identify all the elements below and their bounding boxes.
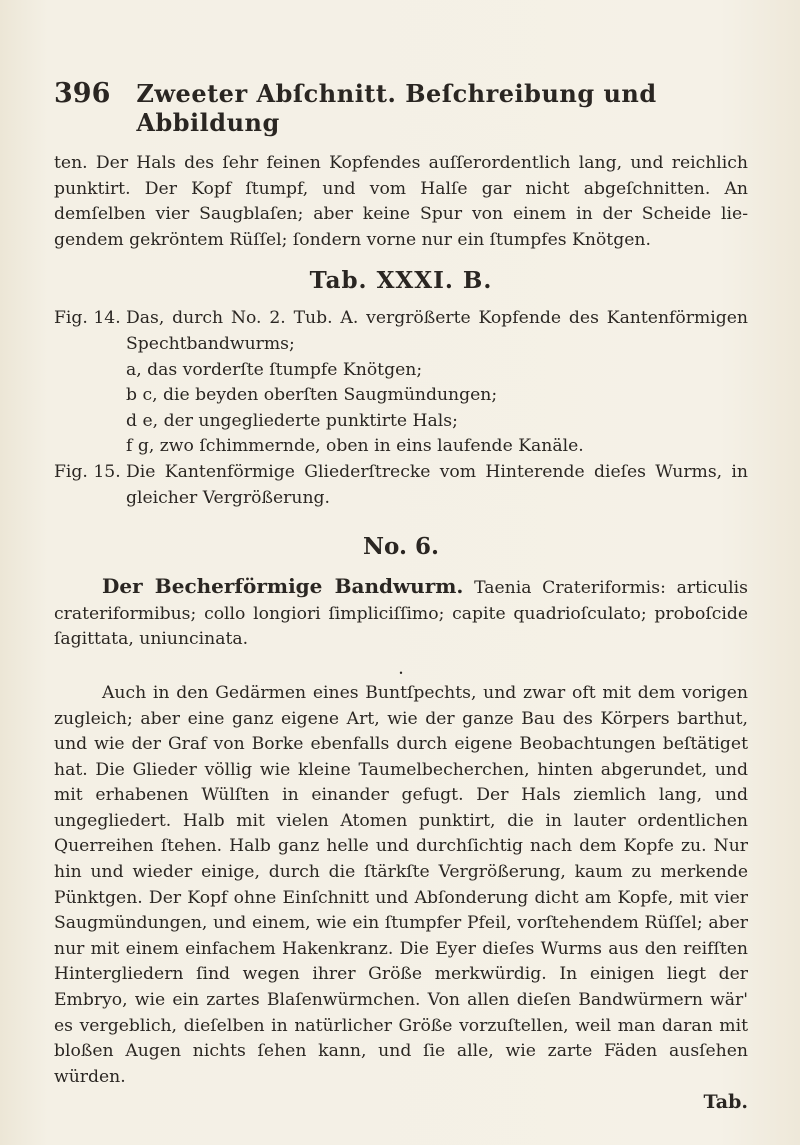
running-head (54, 78, 748, 137)
figure-14-entry (54, 306, 748, 357)
table-heading: Tab. XXXI. B. (309, 267, 493, 295)
species-latin-diagnosis: Taenia Crateriformis: articulis crateriformibus; collo longiori ſimpliciſſimo; capite quadrioſculato; proboſcide ſagittata, uniuncinata. (54, 578, 748, 650)
figure-14-label: Fig. 14. (54, 308, 121, 329)
ornament-mark: • (398, 668, 404, 678)
body-paragraph: Auch in den Gedärmen eines Buntſpechts, und zwar oft mit dem vorigen zugleich; aber eine ganz eigene Art, wie der ganze Bau des Körpers barthut, und wie der Graf von Borke ebenfalls durch eigene Beobachtungen beſtätiget hat. Die Glieder völlig wie kleine Taumelbecherchen, hinten abgerundet, und mit erhabenen Wülſten in einander gefugt. Der Hals ziemlich lang, und ungegliedert. Halb mit vielen Atomen punktirt, die in lauter ordentlichen Querreihen ſtehen. Halb ganz helle und durchſichtig nach dem Kopfe zu. Nur hin und wieder einige, durch die ſtärkſte Vergrößerung, kaum zu merkende Pünktgen. Der Kopf ohne Einſchnitt und Abſonderung dicht am Kopfe, mit vier Saugmündungen, und einem, wie ein ſtumpfer Pfeil, vorſtehendem Rüſſel; aber nur mit einem einfachem Hakenkranz. Die Eyer dieſes Wurms aus den reifſten Hintergliedern ſind wegen ihrer Größe merkwürdig. In einigen liegt der Embryo, wie ein zartes Blaſenwürmchen. Von allen dieſen Bandwürmern wär' es vergeblich, dieſelben in natürlicher Größe vorzuſtellen, weil man daran mit bloßen Augen nichts ſehen kann, und ſie alle, wie zarte Fäden ausſehen würden. (54, 682, 748, 1087)
figure-15-text: Die Kantenförmige Gliederſtrecke vom Hinterende dieſes Wurms, in gleicher Vergrößerung. (126, 461, 748, 508)
figure-14-item: f g, zwo ſchimmernde, oben in eins laufende Kanäle. (126, 436, 584, 457)
figure-14-item: d e, der ungegliederte punktirte Hals; (126, 410, 458, 431)
figure-14-item: b c, die beyden oberſten Saugmündungen; (126, 385, 498, 406)
page-number: 396 (54, 78, 111, 109)
figure-15-entry (54, 460, 748, 511)
figure-15-label: Fig. 15. (54, 461, 121, 482)
running-title: Zweeter Abſchnitt. Beſchreibung und Abbildung (136, 79, 657, 137)
intro-paragraph: ten. Der Hals des ſehr feinen Kopfendes auſſerordentlich lang, und reichlich punktirt. Der Kopf ſtumpf, und vom Halſe gar nicht abgeſchnitten. An demſelben vier Saugblaſen; aber keine Spur von einem in der Scheide liegendem gekröntem Rüſſel; ſondern vorne nur ein ſtumpfes Knötgen. (54, 153, 748, 250)
species-german-name: Der Becherförmige Bandwurm. (102, 574, 464, 599)
species-heading (54, 574, 748, 653)
catchword: Tab. (703, 1091, 748, 1114)
figure-14-item: a, das vorderſte ſtumpfe Knötgen; (126, 359, 423, 380)
figure-14-text: Das, durch No. 2. Tub. A. vergrößerte Kopfende des Kantenförmigen Spechtbandwurms; (126, 308, 748, 354)
section-number: No. 6. (363, 533, 439, 561)
